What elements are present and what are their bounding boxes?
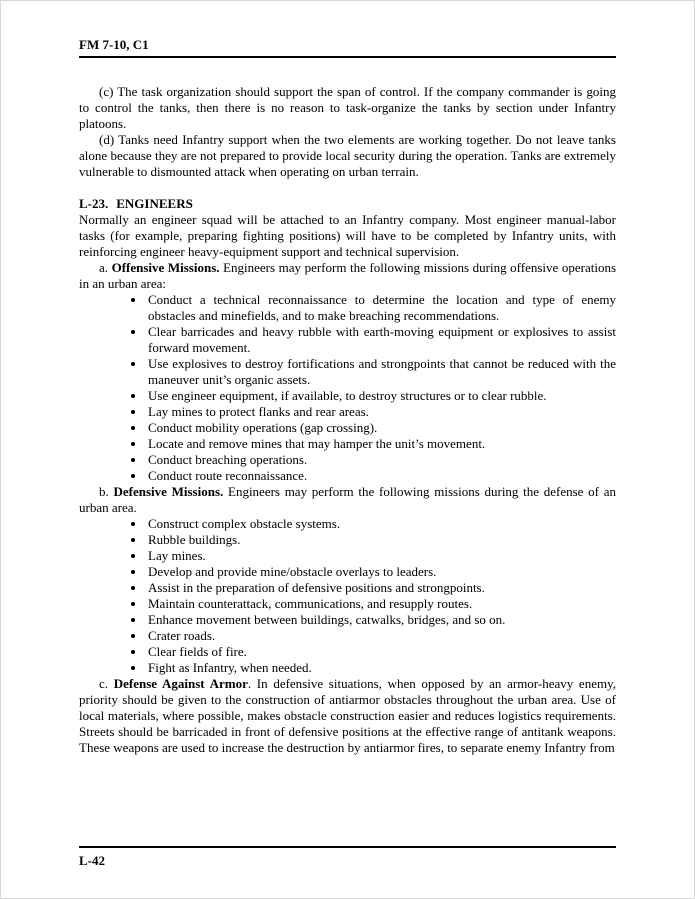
paragraph-d: (d) Tanks need Infantry support when the two elements are working together. Do not leave tanks alone because they are not prepared to provide local security during the operation. Tanks are extremely vulnerable to dismounted attack when operating on urban terrain. — [79, 132, 616, 179]
subsection-b-prefix: b. — [99, 484, 109, 499]
footer-rule — [79, 846, 616, 848]
defensive-missions-list — [79, 516, 616, 676]
list-item: • Assist in the preparation of defensive positions and strongpoints. — [146, 580, 616, 596]
subsection-a-text: Engineers may perform the following missions during offensive operations in an urban area: — [79, 260, 616, 291]
subsection-a-title: Offensive Missions. — [111, 260, 220, 275]
list-item: • Construct complex obstacle systems. — [146, 516, 616, 532]
list-item: • Crater roads. — [146, 628, 616, 644]
list-item: • Use explosives to destroy fortifications and strongpoints that cannot be reduced with the maneuver unit’s organic assets. — [146, 356, 616, 388]
paragraph-c: (c) The task organization should support the span of control. If the company commander is going to control the tanks, then there is no reason to task-organize the tanks by section under Infantry platoons. — [79, 84, 616, 131]
subsection-c-prefix: c. — [99, 676, 109, 691]
page-footer — [79, 842, 616, 869]
page-content — [79, 37, 616, 756]
subsection-b-title: Defensive Missions. — [113, 484, 224, 499]
list-item: • Develop and provide mine/obstacle overlays to leaders. — [146, 564, 616, 580]
list-item: • Enhance movement between buildings, catwalks, bridges, and so on. — [146, 612, 616, 628]
list-item: • Conduct a technical reconnaissance to determine the location and type of enemy obstacles and minefields, and to make breaching recommendations. — [146, 292, 616, 324]
header-title: FM 7-10, C1 — [79, 37, 149, 52]
section-title: ENGINEERS — [116, 196, 193, 211]
subsection-c-paragraph — [79, 676, 616, 756]
list-item: • Conduct route reconnaissance. — [146, 468, 616, 484]
list-item: • Locate and remove mines that may hamper the unit’s movement. — [146, 436, 616, 452]
subsection-c-title: Defense Against Armor — [113, 676, 248, 691]
list-item: • Lay mines. — [146, 548, 616, 564]
list-item: • Use engineer equipment, if available, to destroy structures or to clear rubble. — [146, 388, 616, 404]
subsection-b-text: Engineers may perform the following missions during the defense of an urban area. — [79, 484, 616, 515]
offensive-missions-list — [79, 292, 616, 484]
document-body — [79, 84, 616, 756]
list-item: • Rubble buildings. — [146, 532, 616, 548]
list-item: • Fight as Infantry, when needed. — [146, 660, 616, 676]
list-item: • Maintain counterattack, communications, and resupply routes. — [146, 596, 616, 612]
page-header — [79, 37, 616, 58]
section-intro-paragraph: Normally an engineer squad will be attached to an Infantry company. Most engineer manual-labor tasks (for example, preparing fighting positions) will have to be completed by Infantry units, with reinforcing engineer heavy-equipment support and technical supervision. — [79, 212, 616, 259]
list-item: • Conduct breaching operations. — [146, 452, 616, 468]
subsection-b-paragraph — [79, 484, 616, 516]
list-item: • Conduct mobility operations (gap crossing). — [146, 420, 616, 436]
list-item: • Lay mines to protect flanks and rear areas. — [146, 404, 616, 420]
subsection-c-text: . In defensive situations, when opposed by an armor-heavy enemy, priority should be given to the construction of antiarmor obstacles throughout the urban area. Use of local materials, where possible, makes obstacle construction easier and reduces logistics requirements. Streets should be barricaded in front of defensive positions at the effective range of antitank weapons. These weapons are used to increase the destruction by antiarmor fires, to separate enemy Infantry from — [79, 676, 616, 755]
section-heading — [79, 196, 616, 212]
header-rule — [79, 56, 616, 58]
subsection-a-paragraph — [79, 260, 616, 292]
section-number: L-23. — [79, 196, 109, 211]
footer-page-number: L-42 — [79, 853, 105, 868]
list-item: • Clear barricades and heavy rubble with earth-moving equipment or explosives to assist forward movement. — [146, 324, 616, 356]
list-item: • Clear fields of fire. — [146, 644, 616, 660]
subsection-a-prefix: a. — [99, 260, 109, 275]
